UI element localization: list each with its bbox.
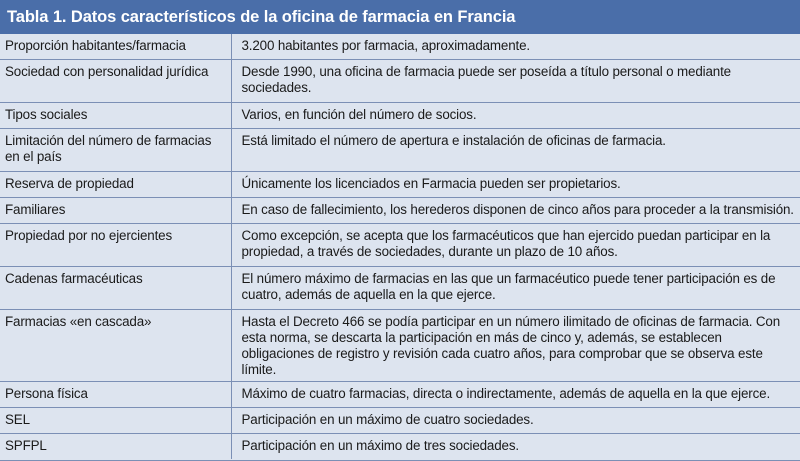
row-value: Como excepción, se acepta que los farmacéuticos que han ejercido puedan participar en la propiedad, a través de sociedades, durante un plazo de 10 años. xyxy=(231,223,800,266)
table-title: Tabla 1. Datos característicos de la oficina de farmacia en Francia xyxy=(0,0,800,34)
row-label: Sociedad con personalidad jurídica xyxy=(0,59,231,102)
row-value: Está limitado el número de apertura e instalación de oficinas de farmacia. xyxy=(231,128,800,171)
row-label: Farmacias «en cascada» xyxy=(0,309,231,381)
row-value: Varios, en función del número de socios. xyxy=(231,102,800,128)
row-value: Desde 1990, una oficina de farmacia puede ser poseída a título personal o mediante sociedades. xyxy=(231,59,800,102)
row-value: Únicamente los licenciados en Farmacia pueden ser propietarios. xyxy=(231,171,800,197)
row-value: En caso de fallecimiento, los herederos disponen de cinco años para proceder a la transmisión. xyxy=(231,197,800,223)
row-value: 3.200 habitantes por farmacia, aproximadamente. xyxy=(241,38,530,53)
table-row xyxy=(0,407,800,433)
data-table xyxy=(0,34,800,459)
row-label: Reserva de propiedad xyxy=(0,171,231,197)
row-label: Persona física xyxy=(0,381,231,407)
table-row xyxy=(0,309,800,381)
table-row xyxy=(0,433,800,459)
table-row xyxy=(0,171,800,197)
row-label: SPFPL xyxy=(0,433,231,459)
table-row xyxy=(0,59,800,102)
table-row xyxy=(0,381,800,407)
row-value: Máximo de cuatro farmacias, directa o indirectamente, además de aquella en la que ejerce. xyxy=(231,381,800,407)
table-row xyxy=(0,223,800,266)
table-row xyxy=(0,197,800,223)
row-label: Limitación del número de farmacias en el país xyxy=(0,128,231,171)
row-value: El número máximo de farmacias en las que un farmacéutico puede tener participación es de cuatro, además de aquella en la que ejerce. xyxy=(231,266,800,309)
row-label: Tipos sociales xyxy=(0,102,231,128)
table-row xyxy=(0,34,800,59)
table-row xyxy=(0,102,800,128)
row-value: Participación en un máximo de cuatro sociedades. xyxy=(231,407,800,433)
row-value: Hasta el Decreto 466 se podía participar en un número ilimitado de oficinas de farmacia. Con esta norma, se descarta la participación en más de cinco y, además, se establecen obligaciones de registro y revisión cada cuatro años, para comprobar que se observa este límite. xyxy=(231,309,800,381)
row-label: Propiedad por no ejercientes xyxy=(0,223,231,266)
table-row xyxy=(0,266,800,309)
row-label: Cadenas farmacéuticas xyxy=(0,266,231,309)
row-label: Familiares xyxy=(0,197,231,223)
row-label: Proporción habitantes/farmacia xyxy=(0,34,231,59)
row-value: Participación en un máximo de tres sociedades. xyxy=(231,433,800,459)
row-label: SEL xyxy=(0,407,231,433)
table-row xyxy=(0,128,800,171)
